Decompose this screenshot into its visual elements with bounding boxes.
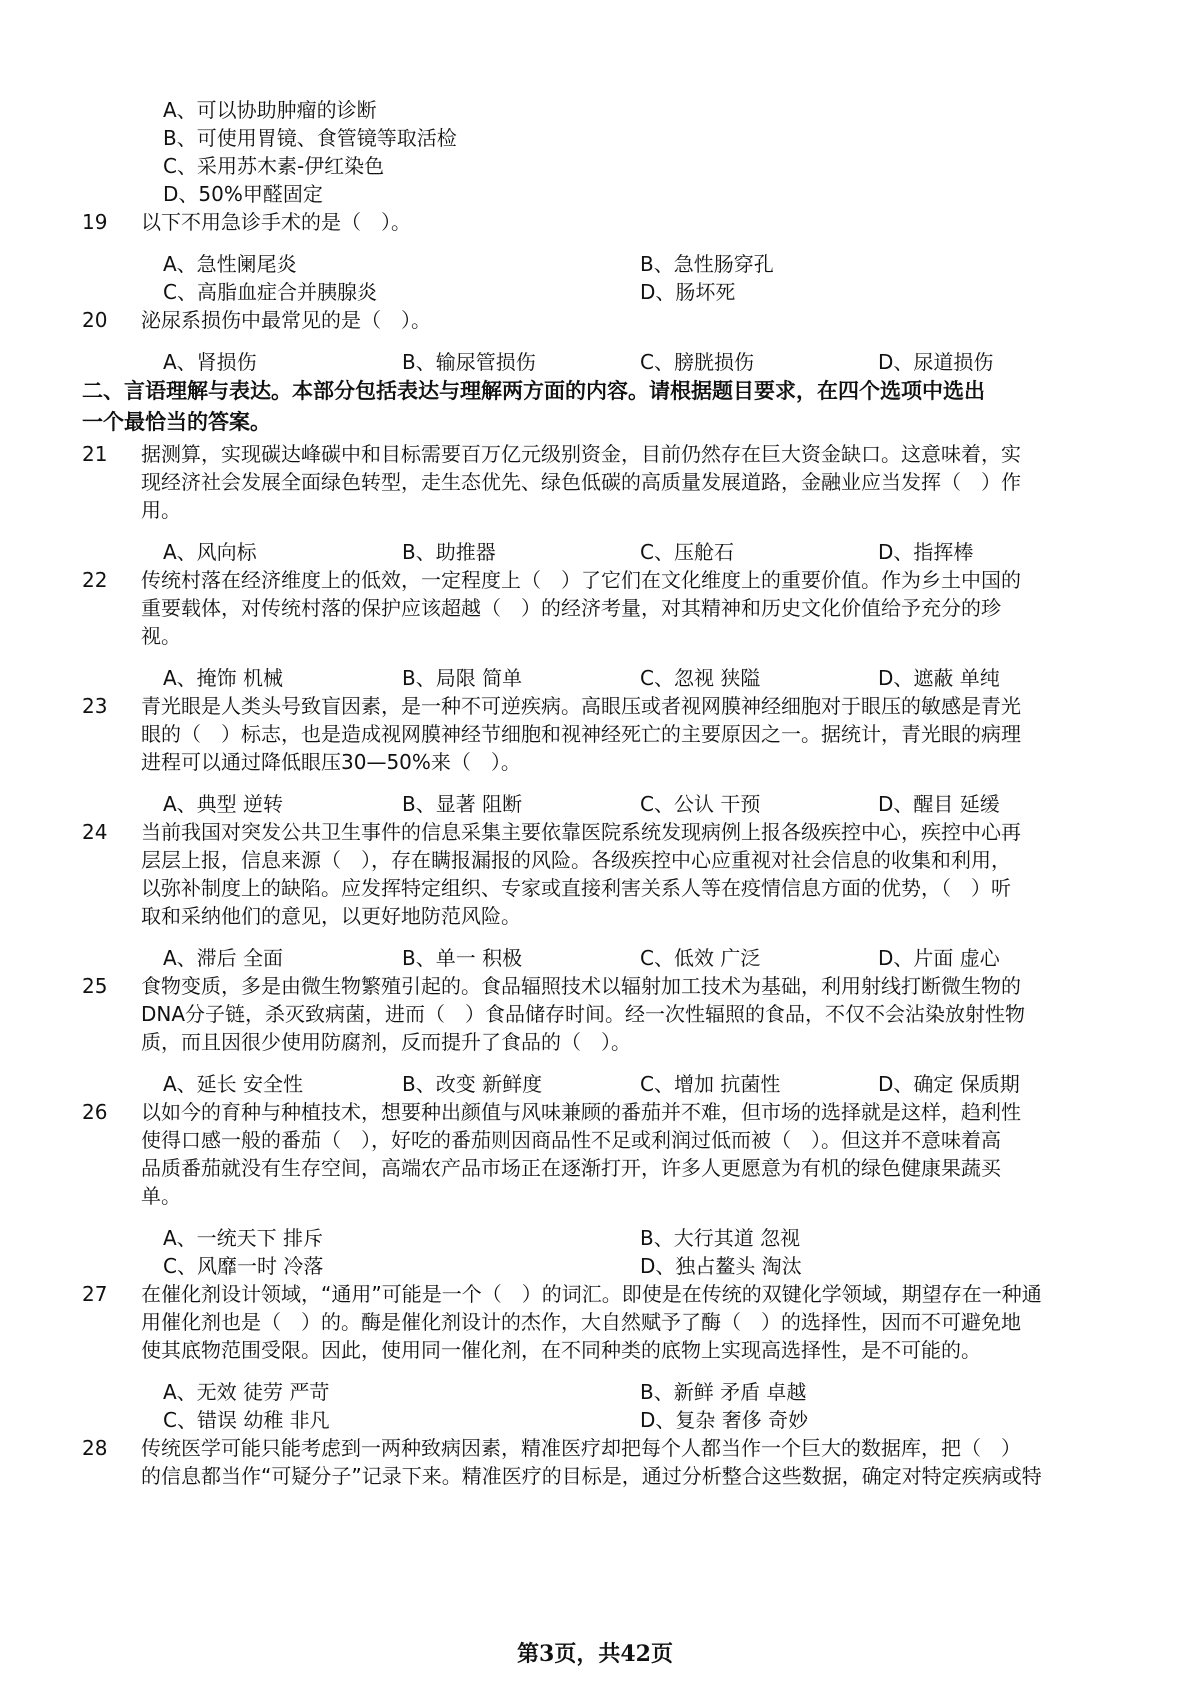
q25-option-b: B、改变 新鲜度 bbox=[402, 1072, 543, 1096]
q21-option-b: B、助推器 bbox=[402, 540, 496, 564]
question-stem-line: 的信息都当作“可疑分子”记录下来。精准医疗的目标是，通过分析整合这些数据，确定对特定疾病或特 bbox=[141, 1464, 1042, 1488]
page-footer: 第3页，共42页 bbox=[517, 1641, 673, 1667]
question-stem-line: 重要载体，对传统村落的保护应该超越（ ）的经济考量，对其精神和历史文化价值给予充分的珍 bbox=[141, 596, 1001, 620]
question-stem-line: 青光眼是人类头号致盲因素，是一种不可逆疾病。高眼压或者视网膜神经细胞对于眼压的敏感是青光 bbox=[141, 694, 1021, 718]
q22-option-d: D、遮蔽 单纯 bbox=[878, 666, 1000, 690]
q19-option-d: D、肠坏死 bbox=[640, 280, 736, 304]
question-stem-line: 食物变质，多是由微生物繁殖引起的。食品辐照技术以辐射加工技术为基础，利用射线打断微生物的 bbox=[141, 974, 1021, 998]
question-stem-line: 质，而且因很少使用防腐剂，反而提升了食品的（ ）。 bbox=[141, 1030, 631, 1054]
q23-option-a: A、典型 逆转 bbox=[163, 792, 284, 816]
q23-option-d: D、醒目 延缓 bbox=[878, 792, 1000, 816]
q27-option-d: D、复杂 奢侈 奇妙 bbox=[640, 1408, 809, 1432]
question-number: 24 bbox=[82, 820, 108, 844]
question-stem-line: 传统医学可能只能考虑到一两种致病因素，精准医疗却把每个人都当作一个巨大的数据库，把（ ） bbox=[141, 1436, 1021, 1460]
question-stem-line: 眼的（ ）标志，也是造成视网膜神经节细胞和视神经死亡的主要原因之一。据统计，青光眼的病理 bbox=[141, 722, 1021, 746]
question-stem-line: 取和采纳他们的意见，以更好地防范风险。 bbox=[141, 904, 521, 928]
q19-option-c: C、高脂血症合并胰腺炎 bbox=[163, 280, 377, 304]
question-stem-line: 使其底物范围受限。因此，使用同一催化剂，在不同种类的底物上实现高选择性，是不可能的。 bbox=[141, 1338, 981, 1362]
q20-option-a: A、肾损伤 bbox=[163, 350, 257, 374]
q20-option-b: B、输尿管损伤 bbox=[402, 350, 536, 374]
q21-option-d: D、指挥棒 bbox=[878, 540, 974, 564]
question-stem-line: 现经济社会发展全面绿色转型，走生态优先、绿色低碳的高质量发展道路，金融业应当发挥（ ）作 bbox=[141, 470, 1021, 494]
question-stem-line: 当前我国对突发公共卫生事件的信息采集主要依靠医院系统发现病例上报各级疾控中心，疾控中心再 bbox=[141, 820, 1021, 844]
q22-option-b: B、局限 简单 bbox=[402, 666, 523, 690]
question-stem-line: 用。 bbox=[141, 498, 181, 522]
question-stem: 泌尿系损伤中最常见的是（ ）。 bbox=[141, 308, 431, 332]
question-stem-line: 在催化剂设计领域，“通用”可能是一个（ ）的词汇。即使是在传统的双键化学领域，期望存在一种通 bbox=[141, 1282, 1042, 1306]
question-number: 22 bbox=[82, 568, 108, 592]
q26-option-c: C、风靡一时 冷落 bbox=[163, 1254, 324, 1278]
question-stem-line: DNA分子链，杀灭致病菌，进而（ ）食品储存时间。经一次性辐照的食品，不仅不会沾染放射性物 bbox=[141, 1002, 1026, 1026]
question-number: 21 bbox=[82, 442, 108, 466]
q25-option-c: C、增加 抗菌性 bbox=[640, 1072, 781, 1096]
q25-option-d: D、确定 保质期 bbox=[878, 1072, 1020, 1096]
question-stem-line: 视。 bbox=[141, 624, 181, 648]
q23-option-b: B、显著 阻断 bbox=[402, 792, 523, 816]
q24-option-d: D、片面 虚心 bbox=[878, 946, 1000, 970]
q18-option-a: A、可以协助肿瘤的诊断 bbox=[163, 98, 377, 122]
q27-option-c: C、错误 幼稚 非凡 bbox=[163, 1408, 330, 1432]
question-number: 26 bbox=[82, 1100, 108, 1124]
q20-option-d: D、尿道损伤 bbox=[878, 350, 994, 374]
question-number: 25 bbox=[82, 974, 108, 998]
q26-option-d: D、独占鳌头 淘汰 bbox=[640, 1254, 802, 1278]
q24-option-a: A、滞后 全面 bbox=[163, 946, 284, 970]
q20-option-c: C、膀胱损伤 bbox=[640, 350, 754, 374]
question-number: 28 bbox=[82, 1436, 108, 1460]
q19-option-a: A、急性阑尾炎 bbox=[163, 252, 297, 276]
question-stem-line: 用催化剂也是（ ）的。酶是催化剂设计的杰作，大自然赋予了酶（ ）的选择性，因而不可避免地 bbox=[141, 1310, 1021, 1334]
section-heading-line2: 一个最恰当的答案。 bbox=[82, 410, 271, 434]
q19-option-b: B、急性肠穿孔 bbox=[640, 252, 774, 276]
q18-option-c: C、采用苏木素-伊红染色 bbox=[163, 154, 385, 178]
question-number: 20 bbox=[82, 308, 108, 332]
q26-option-b: B、大行其道 忽视 bbox=[640, 1226, 801, 1250]
question-stem-line: 单。 bbox=[141, 1184, 181, 1208]
q26-option-a: A、一统天下 排斥 bbox=[163, 1226, 324, 1250]
q24-option-b: B、单一 积极 bbox=[402, 946, 523, 970]
q22-option-c: C、忽视 狭隘 bbox=[640, 666, 761, 690]
question-stem-line: 据测算，实现碳达峰碳中和目标需要百万亿元级别资金，目前仍然存在巨大资金缺口。这意味着，实 bbox=[141, 442, 1021, 466]
question-number: 23 bbox=[82, 694, 108, 718]
q22-option-a: A、掩饰 机械 bbox=[163, 666, 284, 690]
question-stem-line: 以弥补制度上的缺陷。应发挥特定组织、专家或直接利害关系人等在疫情信息方面的优势，（ ）听 bbox=[141, 876, 1011, 900]
section-heading-line1: 二、言语理解与表达。本部分包括表达与理解两方面的内容。请根据题目要求，在四个选项中选出 bbox=[82, 379, 985, 403]
q27-option-b: B、新鲜 矛盾 卓越 bbox=[640, 1380, 807, 1404]
q21-option-c: C、压舱石 bbox=[640, 540, 734, 564]
question-stem-line: 以如今的育种与种植技术，想要种出颜值与风味兼顾的番茄并不难，但市场的选择就是这样，趋利性 bbox=[141, 1100, 1021, 1124]
question-stem-line: 品质番茄就没有生存空间，高端农产品市场正在逐渐打开，许多人更愿意为有机的绿色健康果蔬买 bbox=[141, 1156, 1001, 1180]
question-stem: 以下不用急诊手术的是（ ）。 bbox=[141, 210, 411, 234]
q18-option-d: D、50%甲醛固定 bbox=[163, 182, 323, 206]
question-number: 19 bbox=[82, 210, 108, 234]
q21-option-a: A、风向标 bbox=[163, 540, 257, 564]
question-number: 27 bbox=[82, 1282, 108, 1306]
question-stem-line: 传统村落在经济维度上的低效，一定程度上（ ）了它们在文化维度上的重要价值。作为乡土中国的 bbox=[141, 568, 1021, 592]
q23-option-c: C、公认 干预 bbox=[640, 792, 761, 816]
question-stem-line: 使得口感一般的番茄（ ），好吃的番茄则因商品性不足或利润过低而被（ ）。但这并不意味着高 bbox=[141, 1128, 1001, 1152]
q25-option-a: A、延长 安全性 bbox=[163, 1072, 304, 1096]
question-stem-line: 进程可以通过降低眼压30—50%来（ ）。 bbox=[141, 750, 521, 774]
q18-option-b: B、可使用胃镜、食管镜等取活检 bbox=[163, 126, 457, 150]
question-stem-line: 层层上报，信息来源（ ），存在瞒报漏报的风险。各级疾控中心应重视对社会信息的收集和利用， bbox=[141, 848, 1011, 872]
q24-option-c: C、低效 广泛 bbox=[640, 946, 761, 970]
q27-option-a: A、无效 徒劳 严苛 bbox=[163, 1380, 330, 1404]
